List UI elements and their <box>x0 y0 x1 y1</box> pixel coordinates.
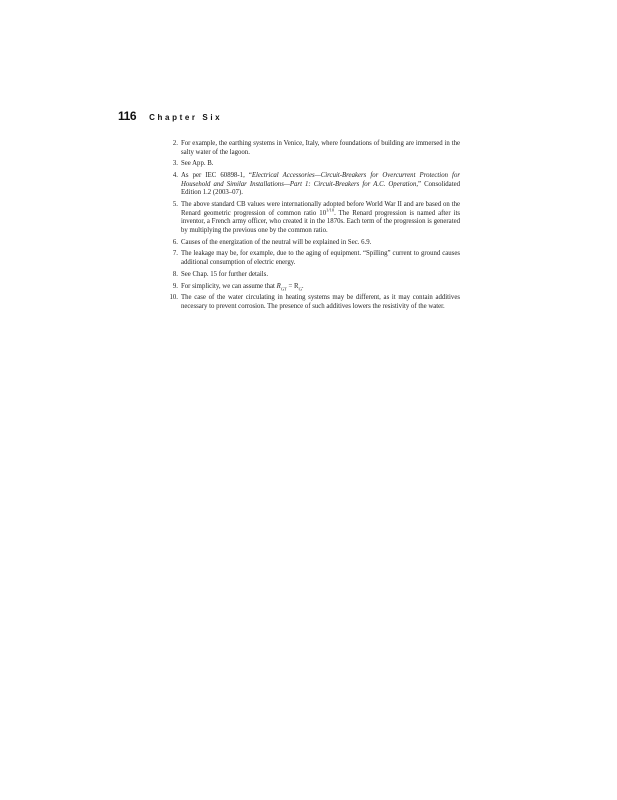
math-subscript: GT <box>280 285 287 291</box>
endnote-text: See App. B. <box>181 160 214 168</box>
cited-standard-title: Electrical Accessories—Circuit-Breakers for Overcurrent Protection for Household and Similar Installations—Part 1: Circuit-Breakers for A.C. Operation, <box>181 172 460 188</box>
endnote-text <box>181 172 460 198</box>
endnote-number: 2. <box>172 140 178 147</box>
endnote-text: Causes of the energization of the neutral will be explained in Sec. 6.9. <box>181 238 372 246</box>
endnote-text-part: ” Consolidated Edition 1.2 (2003–07). <box>181 180 460 197</box>
exponent: 1/10 <box>326 207 335 213</box>
endnote <box>169 294 460 311</box>
endnote-number: 9. <box>172 282 178 290</box>
endnote-text <box>181 201 460 235</box>
endnote-text: The leakage may be, for example, due to the aging of equipment. “Spilling” current to ground causes additional consumption of electric energy. <box>181 250 460 267</box>
page-number: 116 <box>118 109 137 123</box>
chapter-title: Chapter Six <box>149 113 223 122</box>
endnote-number: 3. <box>172 160 178 168</box>
endnote-number: 10. <box>169 294 178 302</box>
endnote <box>172 140 460 157</box>
endnote <box>172 172 460 198</box>
endnote-text-part: As per IEC 60898-1, “ <box>181 172 252 180</box>
endnote <box>172 239 460 248</box>
endnote <box>172 250 460 267</box>
endnote <box>172 283 460 292</box>
endnote-number: 7. <box>172 250 178 258</box>
endnote-number: 6. <box>172 238 178 246</box>
endnote-number: 8. <box>172 270 178 278</box>
math-variable: R <box>294 282 299 290</box>
endnote-number: 5. <box>172 201 178 209</box>
endnote-text <box>181 283 460 292</box>
endnote-text-part: The above standard CB values were internationally adopted before World War II and are based on the Renard geometric progression of common ratio 10 <box>181 201 460 217</box>
endnote-text-part: For simplicity, we can assume that <box>181 282 277 290</box>
endnote <box>172 201 460 235</box>
endnote-text: The case of the water circulating in heating systems may be different, as it may contain additives necessary to prevent corrosion. The presence of such additives lowers the resistivity of the water. <box>181 294 460 310</box>
endnote <box>172 160 460 169</box>
endnote-text-part: . The Renard progression is named after its inventor, a French army officer, who created it in the 1870s. Each term of the progression is generated by multiplying the previous one by the common ratio. <box>181 209 460 234</box>
endnote-text-part: . <box>301 282 304 290</box>
endnote <box>172 271 460 280</box>
math-variable: R <box>276 282 281 290</box>
endnote-text: For example, the earthing systems in Venice, Italy, where foundations of building are immersed in the salty water of the lagoon. <box>181 140 460 156</box>
endnote-number: 4. <box>172 172 178 180</box>
endnote-text: See Chap. 15 for further details. <box>181 270 269 278</box>
running-header <box>118 109 222 123</box>
math-operator: = <box>286 282 295 290</box>
endnotes-list <box>169 140 460 315</box>
math-subscript: G <box>298 285 302 291</box>
